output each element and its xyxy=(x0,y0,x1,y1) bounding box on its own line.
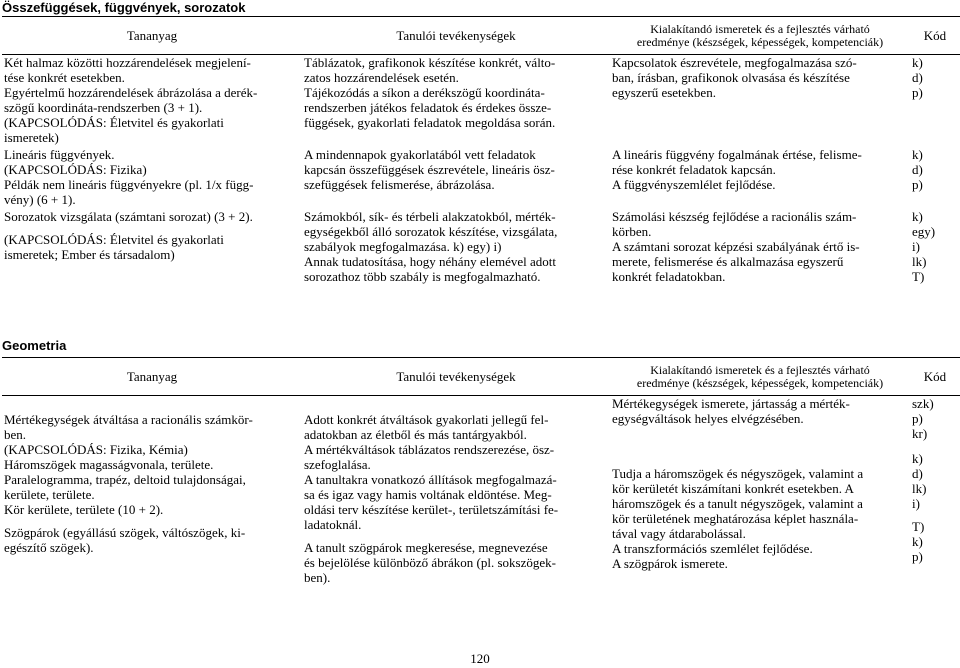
table-row xyxy=(2,55,960,148)
tananyag-cell: Két halmaz közötti hozzárendelések megjelení- tése konkrét esetekben. Egyértelmű hozzárendelések ábrázolása a derék- szögű koordináta-rendszerben (3 + 1). (KAPCSOLÓDÁS: Életvitel és gyakorlati ismeretek) xyxy=(4,55,258,145)
tananyag-cell: Sorozatok vizsgálata (számtani sorozat) (3 + 2). (KAPCSOLÓDÁS: Életvitel és gyakorlati ismeretek; Ember és társadalom) xyxy=(4,209,253,262)
tevekenyseg-cell: Számokból, sík- és térbeli alakzatokból, mérték- egységekből álló sorozatok készítése, vizsgálata, szabályok megfogalmazása. k) egy) i) Annak tudatosítása, hogy néhány elemével adott sorozathoz több szabály is megfogalmazható. xyxy=(304,209,558,284)
kialakitando-cell: Kapcsolatok észrevétele, megfogalmazása szó- ban, írásban, grafikonok olvasása és készítése egyszerű esetekben. xyxy=(612,55,857,100)
header-kod: Kód xyxy=(910,358,960,396)
kod-cell: k) egy) i) lk) T) xyxy=(912,209,936,284)
header-kialakitando: Kialakítandó ismeretek és a fejlesztés várható eredménye (készségek, képességek, kompetenciák) xyxy=(610,358,910,396)
kod-cell: k) d) p) xyxy=(912,147,923,192)
header-tevekenysegek: Tanulói tevékenységek xyxy=(302,358,610,396)
header-tananyag: Tananyag xyxy=(2,358,302,396)
header-tananyag: Tananyag xyxy=(2,17,302,55)
tevekenyseg-cell: Adott konkrét átváltások gyakorlati jellegű fel- adatokban az életből és más tantárgyakból. A mértékváltások táblázatos rendszerezése, ösz- szefoglalása. A tanultakra vonatkozó állítások megfogalmazá- sa és igaz vagy hamis voltának eldöntése. Meg- oldási terv készítése kerület-, területszámítási fe- ladatoknál. A tanult szögpárok megkeresése, megnevezése és bejelölése különböző ábrákon (pl. sokszögek- ben). xyxy=(304,412,559,585)
table-row xyxy=(2,209,960,286)
header-kialakitando: Kialakítandó ismeretek és a fejlesztés várható eredménye (készségek, képességek, kompetenciák) xyxy=(610,17,910,55)
kod-cell: k) d) p) xyxy=(912,55,923,100)
section-title-geometry: Geometria xyxy=(2,338,67,353)
table-header-row xyxy=(2,358,960,396)
tananyag-cell: Mértékegységek átváltása a racionális számkör- ben. (KAPCSOLÓDÁS: Fizika, Kémia) Háromszögek magasságvonala, területe. Paralelogramma, trapéz, deltoid tulajdonságai, kerülete, területe. Kör kerülete, területe (10 + 2). Szögpárok (egyállású szögek, váltószögek, ki- egészítő szögek). xyxy=(4,412,253,555)
kialakitando-cell: A lineáris függvény fogalmának értése, felisme- rése konkrét feladatok kapcsán. A függvényszemlélet fejlődése. xyxy=(612,147,862,192)
curriculum-table-geometry xyxy=(2,357,960,587)
table-row xyxy=(2,396,960,588)
header-kod: Kód xyxy=(910,17,960,55)
curriculum-table-functions xyxy=(2,16,960,286)
section-title-functions: Összefüggések, függvények, sorozatok xyxy=(2,0,246,15)
tevekenyseg-cell: Táblázatok, grafikonok készítése konkrét, válto- zatos hozzárendelések esetén. Tájékozódás a síkon a derékszögű koordináta- rendszerben játékos feladatok és érdekes össze- függések, gyakorlati feladatok megoldása során. xyxy=(304,55,556,130)
tevekenyseg-cell: A mindennapok gyakorlatából vett feladatok kapcsán összefüggések észrevétele, lineáris ösz- szefüggések felismerése, ábrázolása. xyxy=(304,147,555,192)
tananyag-cell: Lineáris függvények. (KAPCSOLÓDÁS: Fizika) Példák nem lineáris függvényekre (pl. 1/x függ- vény) (6 + 1). xyxy=(4,147,254,207)
table-header-row xyxy=(2,17,960,55)
kialakitando-cell: Számolási készség fejlődése a racionális szám- körben. A számtani sorozat képzési szabályának értő is- merete, felismerése és alkalmazása egyszerű konkrét feladatokban. xyxy=(612,209,860,284)
kialakitando-cell: Mértékegységek ismerete, jártasság a mérték- egységváltások helyes elvégzésében. Tudja a háromszögek és négyszögek, valamint a kör kerületét kiszámítani konkrét esetekben. A háromszögek és a tanult négyszögek, valamint a kör területének meghatározása képlet használa- tával vagy átdarabolással. A transzformációs szemlélet fejlődése. A szögpárok ismerete. xyxy=(612,396,864,571)
page-number: 120 xyxy=(470,651,490,666)
table-row xyxy=(2,147,960,209)
header-tevekenysegek: Tanulói tevékenységek xyxy=(302,17,610,55)
kod-cell: szk) p) kr) k) d) lk) i) T) k) p) xyxy=(912,396,934,564)
